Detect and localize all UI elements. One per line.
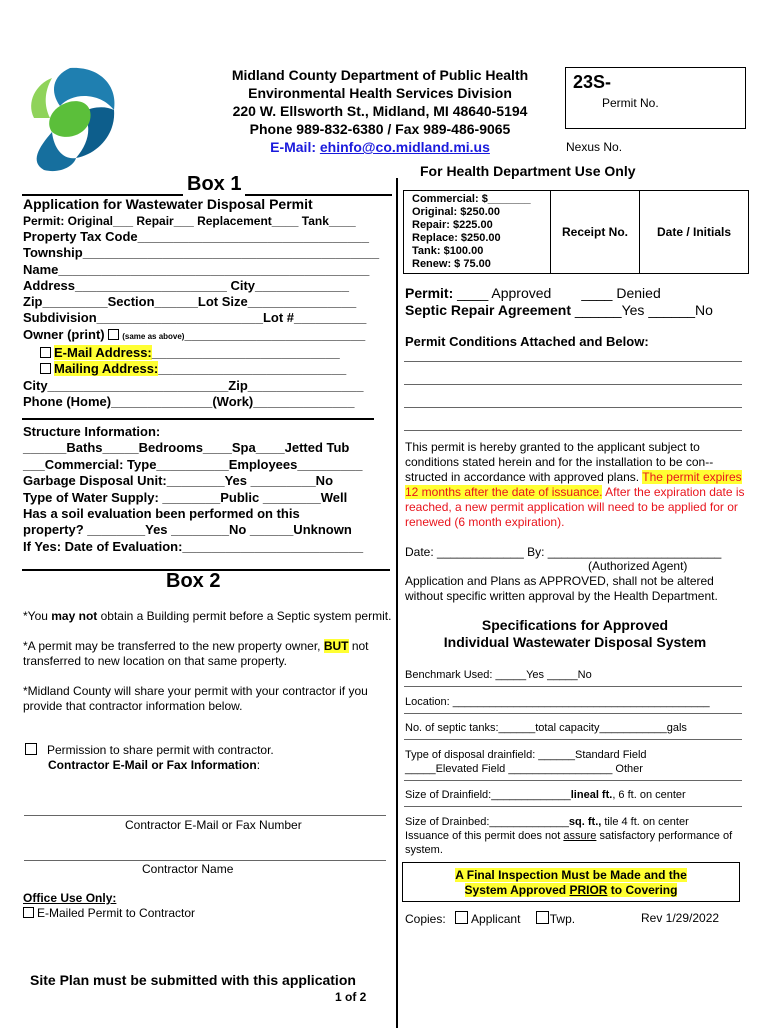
box1-section-rule (22, 418, 374, 420)
property-fields (23, 229, 393, 410)
email-line (200, 138, 560, 156)
mailing-address-blank: __________________________ (158, 361, 347, 377)
contractor-email-label: Contractor E-Mail or Fax Number (125, 818, 302, 832)
date-by-field[interactable]: Date: _____________ By: __________________________ (405, 545, 722, 559)
soil-evaluation-question: Has a soil evaluation been performed on this (23, 506, 300, 522)
spec-separator (404, 739, 742, 740)
fee-line: Renew: $ 75.00 (412, 258, 491, 270)
emailed-permit-label: E-Mailed Permit to Contractor (37, 906, 196, 920)
spec-title-line: Specifications for Approved (481, 617, 669, 633)
fee-line: Replace: $250.00 (412, 232, 501, 244)
specifications-title (405, 617, 745, 651)
contractor-name-label: Contractor Name (142, 862, 234, 876)
contractor-info-heading (48, 758, 260, 773)
office-use-label: Office Use Only: (23, 891, 117, 905)
email-address-blank: __________________________ (151, 345, 340, 361)
township-field[interactable]: Township_________________________________________ (23, 245, 380, 261)
permit-grant-text (405, 440, 745, 530)
email-link[interactable]: ehinfo@co.midland.mi.us (319, 139, 490, 155)
dept-line: Phone 989-832-6380 / Fax 989-486-9065 (249, 121, 511, 137)
condition-line[interactable] (404, 430, 742, 431)
note-text: *A permit may be transferred to the new property owner, (23, 639, 324, 653)
same-as-above-checkbox[interactable] (108, 329, 119, 340)
note-text: *You (23, 609, 52, 623)
final-inspection-text (403, 868, 739, 898)
health-use-title: For Health Department Use Only (420, 163, 636, 179)
permission-field[interactable] (25, 743, 274, 758)
but-text: BUT (323, 639, 349, 653)
disclaimer-text: satisfactory performance of system. (405, 830, 733, 856)
permit-status-label: Permit: (405, 285, 454, 301)
note-text: obtain a Building permit before a Septic system permit. (97, 609, 392, 623)
approved-blank: ____ (453, 285, 492, 301)
spec-separator (404, 713, 742, 714)
septic-repair-options: ______Yes ______No (570, 302, 713, 318)
owner-field[interactable] (23, 327, 393, 345)
permission-checkbox[interactable] (25, 743, 37, 755)
water-supply-field[interactable]: Type of Water Supply: ________Public ________Well (23, 489, 348, 505)
condition-line[interactable] (404, 407, 742, 408)
drainfield-size-label: Size of Drainfield:_____________ (405, 789, 571, 801)
septic-repair-field[interactable] (405, 302, 713, 318)
on-center-label: , 6 ft. on center (612, 789, 686, 801)
same-as-above-label: (same as above) (122, 331, 185, 341)
evaluation-date-field[interactable]: If Yes: Date of Evaluation:_________________________ (23, 538, 364, 554)
column-divider (396, 178, 398, 1028)
box2-title: Box 2 (166, 570, 221, 592)
commercial-type-field[interactable]: ___Commercial: Type__________Employees_________ (23, 456, 363, 472)
permit-no-label: Permit No. (602, 96, 659, 110)
copies-field (405, 911, 575, 927)
fee-schedule (404, 191, 551, 274)
renewal-text: After the expiration date is reached, a new permit application will need to be applied for or renewed (6 month expiration). (405, 485, 745, 529)
mailing-address-field[interactable] (23, 361, 393, 377)
emailed-permit-field[interactable] (23, 906, 195, 921)
copies-label: Copies: (405, 912, 446, 926)
final-text: System Approved (464, 883, 570, 897)
location-field[interactable]: Location: __________________________________________ (405, 696, 710, 708)
baths-bedrooms-field[interactable]: ______Baths_____Bedrooms____Spa____Jetted Tub (23, 440, 350, 456)
fee-line: Repair: $225.00 (412, 219, 493, 231)
prior-text: PRIOR (569, 883, 608, 897)
date-initials-cell[interactable]: Date / Initials (640, 191, 749, 274)
final-inspection-box (402, 862, 740, 902)
page-number: 1 of 2 (335, 990, 367, 1004)
sq-ft-label: sq. ft., (568, 816, 602, 828)
mailing-address-checkbox[interactable] (40, 363, 51, 374)
spec-separator (404, 780, 742, 781)
dept-line: Midland County Department of Public Health (231, 67, 529, 83)
drainfield-size-field[interactable] (405, 788, 686, 802)
final-inspection-line: A Final Inspection Must be Made and the (455, 868, 687, 882)
soil-evaluation-field[interactable]: property? ________Yes ________No ______Unknown (23, 522, 352, 538)
final-text: to Covering (607, 883, 678, 897)
building-permit-note (23, 609, 393, 624)
site-plan-notice: Site Plan must be submitted with this application (30, 972, 356, 988)
final-inspection-line (465, 883, 678, 897)
denied-label: Denied (616, 285, 661, 301)
benchmark-field[interactable]: Benchmark Used: _____Yes _____No (405, 669, 592, 681)
spec-separator (404, 686, 742, 687)
permit-prefix: 23S- (573, 72, 612, 92)
contractor-email-line[interactable] (24, 815, 386, 816)
county-logo (20, 62, 122, 174)
permit-conditions-label: Permit Conditions Attached and Below: (405, 334, 649, 349)
revision-date: Rev 1/29/2022 (641, 911, 720, 925)
expiration-text: The permit expires 12 months after the date of issuance. (405, 470, 742, 499)
fee-line: Tank: $100.00 (412, 245, 484, 257)
spec-separator (404, 806, 742, 807)
septic-repair-label: Septic Repair Agreement (405, 302, 571, 318)
drainbed-size-label: Size of Drainbed:_____________ (405, 816, 569, 828)
plans-approved-text: Application and Plans as APPROVED, shall not be altered without specific written approval by the Health Department. (405, 574, 718, 603)
note-text: not transferred to new location on that same property. (23, 639, 369, 668)
city-zip-field[interactable]: City_________________________Zip________________ (23, 377, 364, 393)
subdivision-field[interactable]: Subdivision_______________________Lot #__________ (23, 310, 367, 326)
contractor-info-label: Contractor E-Mail or Fax Information (48, 758, 257, 772)
approved-label: Approved (491, 285, 552, 301)
dept-line: 220 W. Ellsworth St., Midland, MI 48640-5194 (232, 103, 528, 119)
drainfield-type-field[interactable] (405, 748, 647, 776)
tile-center-label: tile 4 ft. on center (601, 816, 689, 828)
owner-blank: _________________________ (184, 326, 366, 342)
drainfield-type-line: Type of disposal drainfield: ______Standard Field (405, 749, 647, 761)
condition-line[interactable] (404, 361, 742, 362)
condition-line[interactable] (404, 384, 742, 385)
colon: : (256, 758, 261, 772)
email-address-checkbox[interactable] (40, 347, 51, 358)
drainbed-size-field[interactable] (405, 815, 689, 829)
mailing-address-label: Mailing Address: (54, 361, 159, 377)
grant-text: This permit is hereby granted to the applicant subject to conditions stated herein and for the installation to be con-- structed in accordance with approved plans. (405, 440, 714, 484)
fee-line: Commercial: $_______ (412, 193, 531, 205)
property-tax-code-field[interactable]: Property Tax Code________________________________ (23, 229, 369, 244)
transfer-note (23, 639, 393, 669)
permit-status-field[interactable] (405, 285, 661, 301)
fee-line: Original: $250.00 (412, 206, 501, 218)
name-field[interactable]: Name___________________________________________ (23, 261, 370, 277)
receipt-no-cell[interactable]: Receipt No. (551, 191, 640, 274)
permit-number-box[interactable] (565, 67, 746, 129)
box1-title: Box 1 (183, 173, 245, 196)
fee-table (403, 190, 749, 274)
dept-line: Environmental Health Services Division (248, 85, 512, 101)
drainfield-type-line: _____Elevated Field _________________ Other (405, 763, 643, 775)
department-header (200, 66, 560, 156)
septic-tanks-field[interactable]: No. of septic tanks:______total capacity___________gals (405, 722, 687, 734)
owner-label: Owner (print) (23, 326, 109, 342)
email-address-label: E-Mail Address: (54, 345, 152, 361)
zip-section-field[interactable]: Zip_________Section______Lot Size_______________ (23, 294, 357, 310)
issuance-disclaimer (405, 829, 745, 857)
applicant-label: Applicant (471, 912, 521, 926)
twp-checkbox[interactable] (536, 911, 549, 924)
twp-label: Twp. (549, 912, 576, 926)
phone-field[interactable]: Phone (Home)______________(Work)______________ (23, 393, 355, 409)
spec-title-line: Individual Wastewater Disposal System (443, 634, 707, 650)
email-label: E-Mail: (270, 139, 316, 155)
address-field[interactable]: Address_____________________ City_____________ (23, 277, 350, 293)
nexus-no-label: Nexus No. (566, 140, 623, 154)
emailed-permit-checkbox[interactable] (23, 907, 34, 918)
lineal-ft-label: lineal ft. (570, 789, 613, 801)
disclaimer-text: Issuance of this permit does not (405, 830, 564, 842)
assure-text: assure (563, 830, 597, 842)
permit-type-field[interactable]: Permit: Original___ Repair___ Replacement____ Tank____ (23, 214, 356, 228)
structure-info-title: Structure Information: (23, 424, 161, 439)
structure-information (23, 424, 393, 555)
share-permit-note: *Midland County will share your permit with your contractor if you provide that contractor information below. (23, 684, 368, 713)
application-title: Application for Wastewater Disposal Permit (23, 196, 313, 212)
applicant-checkbox[interactable] (455, 911, 468, 924)
permission-label: Permission to share permit with contractor. (47, 743, 274, 757)
denied-blank: ____ (581, 285, 617, 301)
contractor-name-line[interactable] (24, 860, 386, 861)
garbage-disposal-field[interactable]: Garbage Disposal Unit:________Yes _________No (23, 473, 334, 489)
authorized-agent-label: (Authorized Agent) (588, 559, 688, 573)
may-not-text: may not (51, 609, 98, 623)
email-address-field[interactable] (23, 345, 393, 361)
